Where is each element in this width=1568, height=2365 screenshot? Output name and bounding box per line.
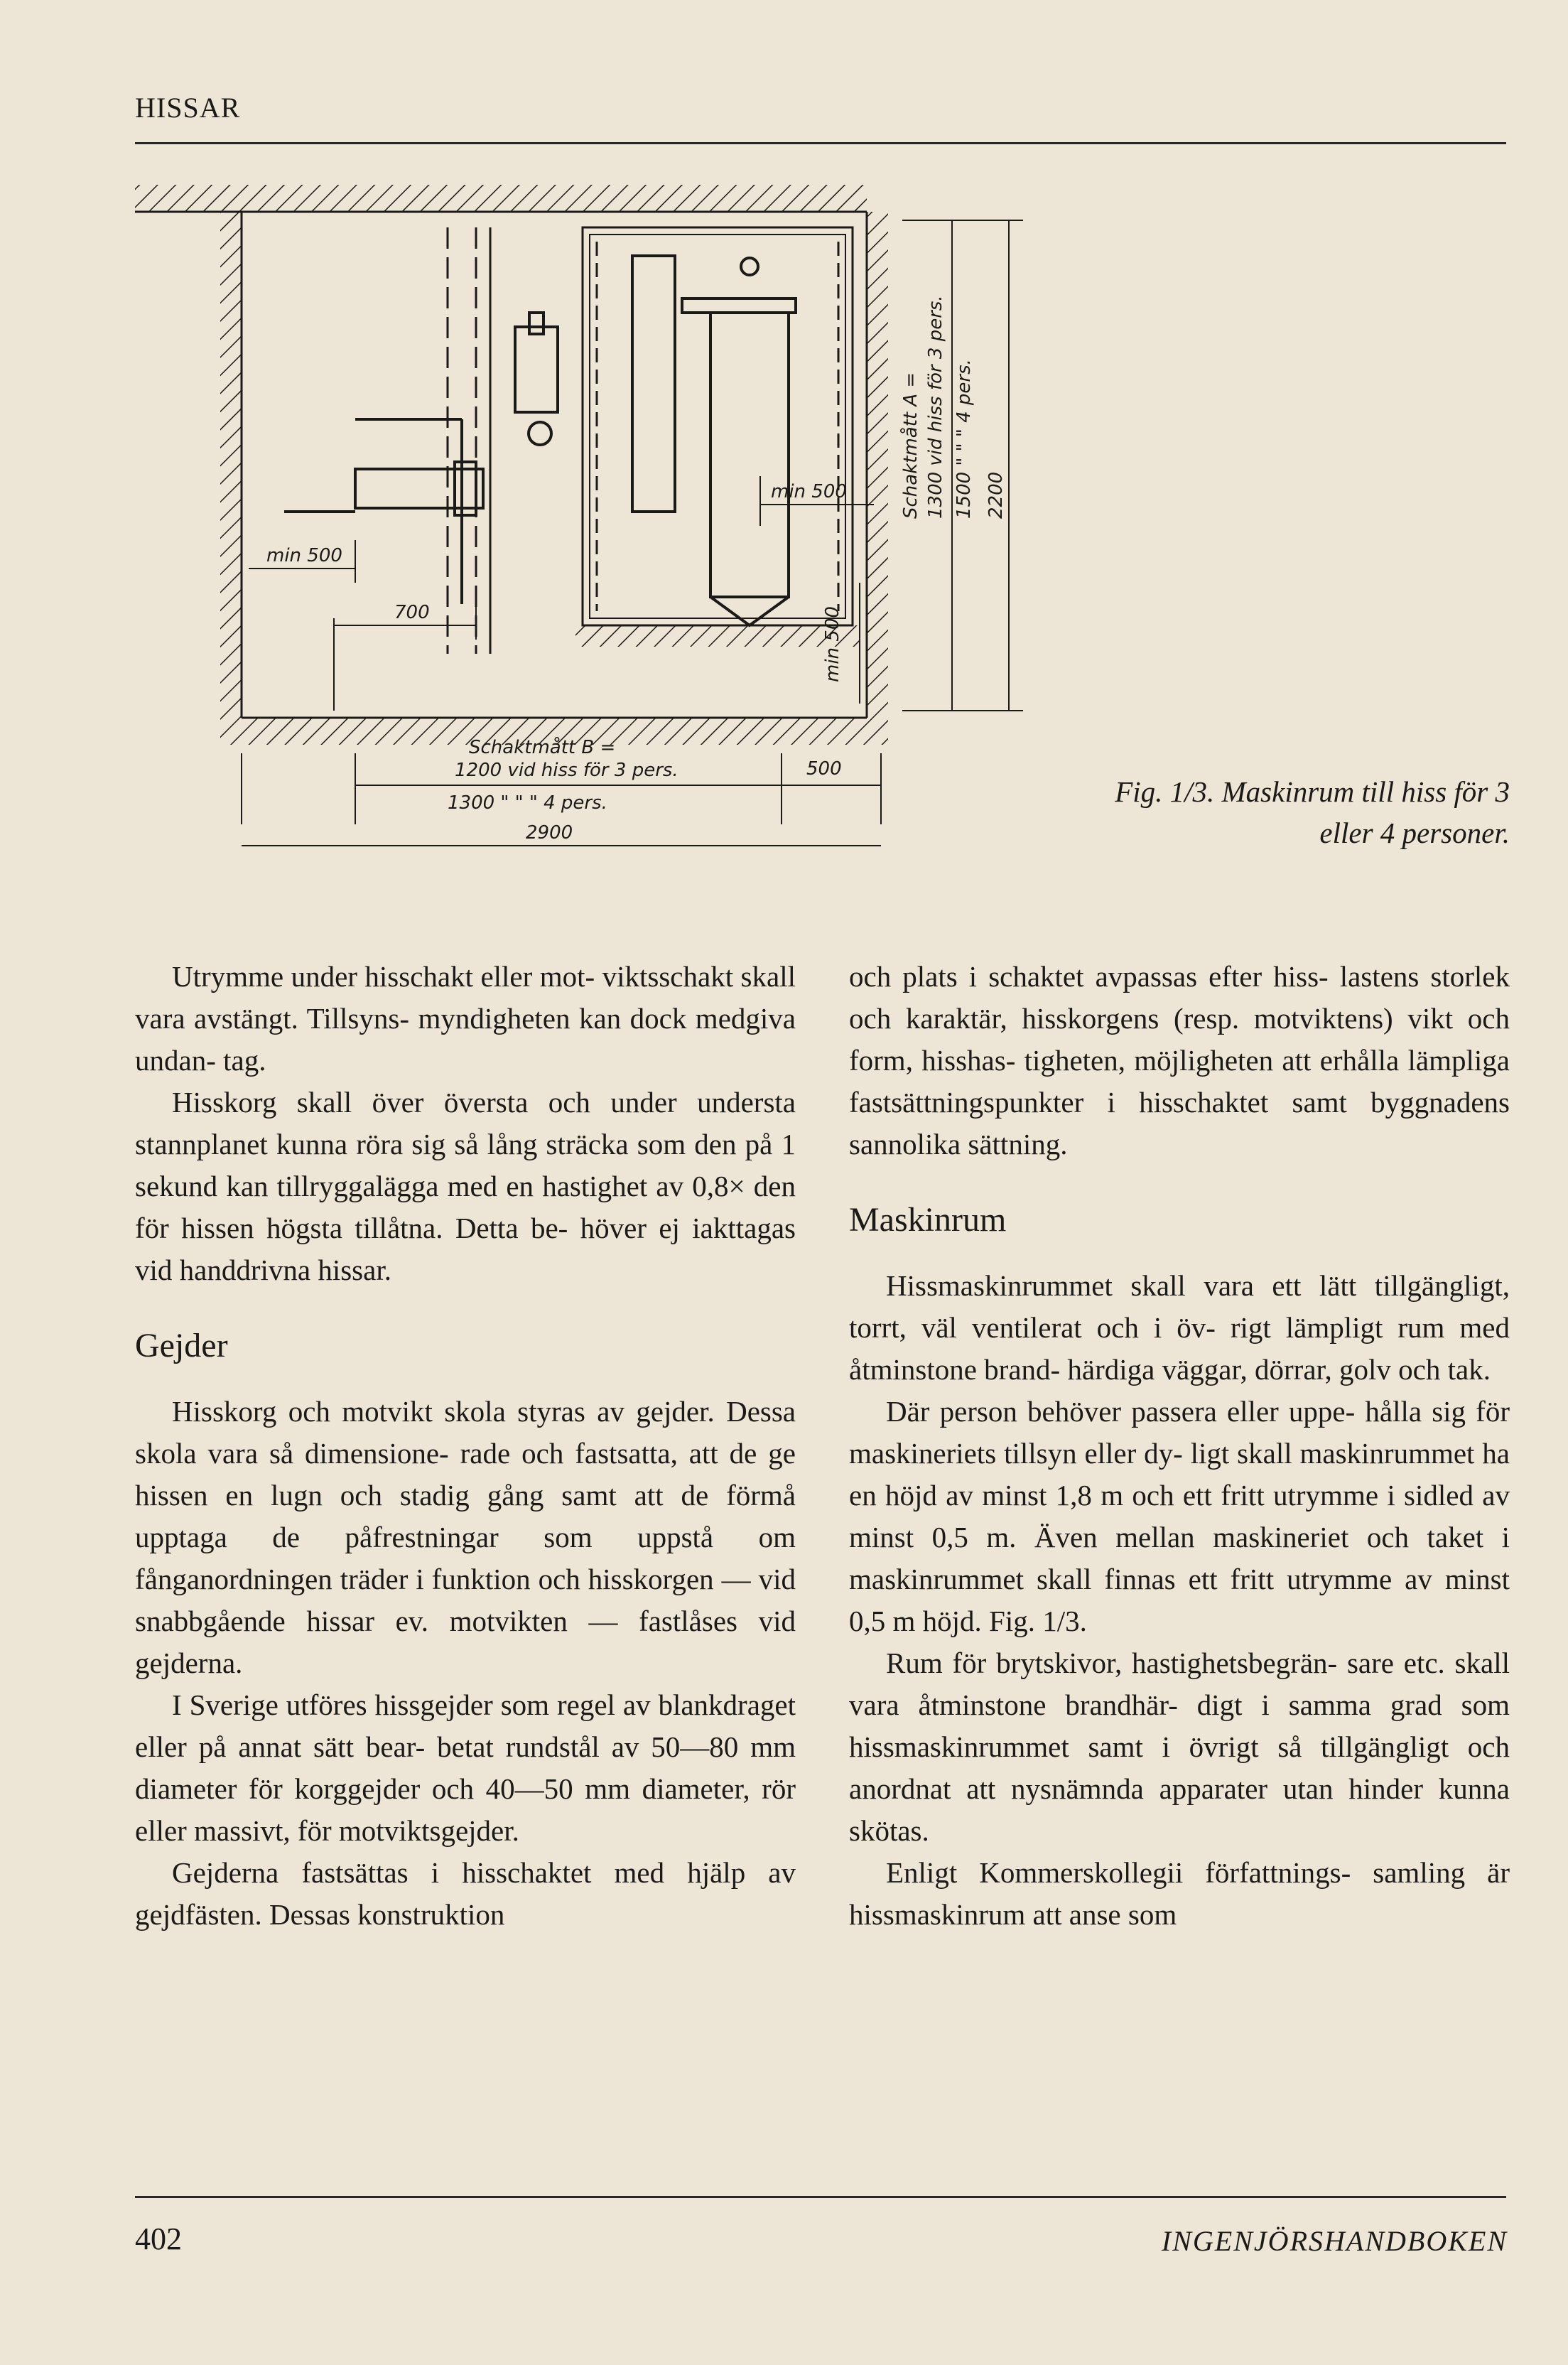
paragraph: I Sverige utföres hissgejder som regel av blankdraget eller på annat sätt bear- betat rundstål av 50—80 mm diameter för korggejder och 40—50 mm diameter, rör eller massivt, för motviktsgejder. <box>135 1688 796 1847</box>
paragraph: och plats i schaktet avpassas efter hiss- lastens storlek och karaktär, hisskorgens (resp. motviktens) vikt och form, hisshas- tigheten, möjligheten att erhålla lämpliga fastsättningspunkter i hisschaktet samt byggnadens sannolika sättning. <box>849 960 1510 1160</box>
paragraph: Där person behöver passera eller uppe- hålla sig för maskineriets tillsyn eller dy- ligt skall maskinrummet ha en höjd av minst 1,8 m och ett fritt utrymme i sidled av minst 0,5 m. Även mellan maskineriet och taket i maskinrummet skall finnas ett fritt utrymme av minst 0,5 m höjd. Fig. 1/3. <box>849 1395 1510 1637</box>
label-500: 500 <box>806 758 842 780</box>
paragraph: Gejderna fastsättas i hisschaktet med hjälp av gejdfästen. Dessas konstruktion <box>135 1856 796 1931</box>
paragraph: Hisskorg och motvikt skola styras av gejder. Dessa skola vara så dimensione- rade och fastsatta, att de ge hissen en lugn och stadig gång samt att de förmå upptaga de påfrestningar som uppstå om fånganordningen träder i funktion och hisskorgen — vid snabbgående hissar ev. motvikten — fastlåses vid gejderna. <box>135 1395 796 1679</box>
footer-rule <box>135 2196 1506 2198</box>
walls <box>135 185 888 745</box>
running-head: HISSAR <box>135 92 241 124</box>
machine-room-figure <box>121 185 1066 895</box>
paragraph: Hissmaskinrummet skall vara ett lätt tillgängligt, torrt, väl ventilerat och i öv- rigt lämpligt rum med åtminstone brand- härdiga väggar, dörrar, golv och tak. <box>849 1269 1510 1386</box>
right-column <box>849 956 1510 1936</box>
section-heading-maskinrum: Maskinrum <box>849 1201 1007 1239</box>
book-title: INGENJÖRSHANDBOKEN <box>1161 2225 1508 2257</box>
label-a-4pers: 1500 " " " 4 pers. <box>953 359 975 519</box>
paragraph: Hisskorg skall över översta och under understa stannplanet kunna röra sig så lång sträcka som den på 1 sekund kan tillryggalägga med en hastighet av 0,8× den för hissen högsta tillåtna. Detta be- höver ej iakttagas vid handdrivna hissar. <box>135 1086 796 1286</box>
label-b-3pers: 1200 vid hiss för 3 pers. <box>455 760 678 781</box>
paragraph: Enligt Kommerskollegii författnings- samling är hissmaskinrum att anse som <box>849 1856 1510 1931</box>
label-schaktmatt-b: Schaktmått B = <box>469 737 616 758</box>
label-min500-right: min 500 <box>771 481 847 502</box>
page-number: 402 <box>135 2221 182 2256</box>
paragraph: Rum för brytskivor, hastighetsbegrän- sare etc. skall vara åtminstone brandhär- digt i samma grad som hissmaskinrummet samt i övrigt så tillgängligt och anordnat att nysnämnda apparater utan hinder kunna skötas. <box>849 1647 1510 1847</box>
figure-caption: Fig. 1/3. Maskinrum till hiss för 3 eller 4 personer. <box>1115 775 1510 849</box>
label-min500-vertical: min 500 <box>822 606 843 682</box>
label-schaktmatt-a: Schaktmått A = <box>900 372 921 519</box>
header-rule <box>135 142 1506 144</box>
label-700: 700 <box>394 602 430 623</box>
machinery <box>284 256 796 625</box>
label-2200: 2200 <box>985 471 1007 519</box>
paragraph: Utrymme under hisschakt eller mot- viktsschakt skall vara avstängt. Tillsyns- myndigheten kan dock medgiva undan- tag. <box>135 960 796 1077</box>
figure-drawing <box>121 185 1066 895</box>
label-b-4pers: 1300 " " " 4 pers. <box>448 792 607 814</box>
left-column <box>135 956 796 1936</box>
section-heading-gejder: Gejder <box>135 1327 228 1364</box>
label-min500-left: min 500 <box>266 545 342 566</box>
label-a-3pers: 1300 vid hiss för 3 pers. <box>925 295 946 519</box>
label-2900: 2900 <box>526 822 573 844</box>
